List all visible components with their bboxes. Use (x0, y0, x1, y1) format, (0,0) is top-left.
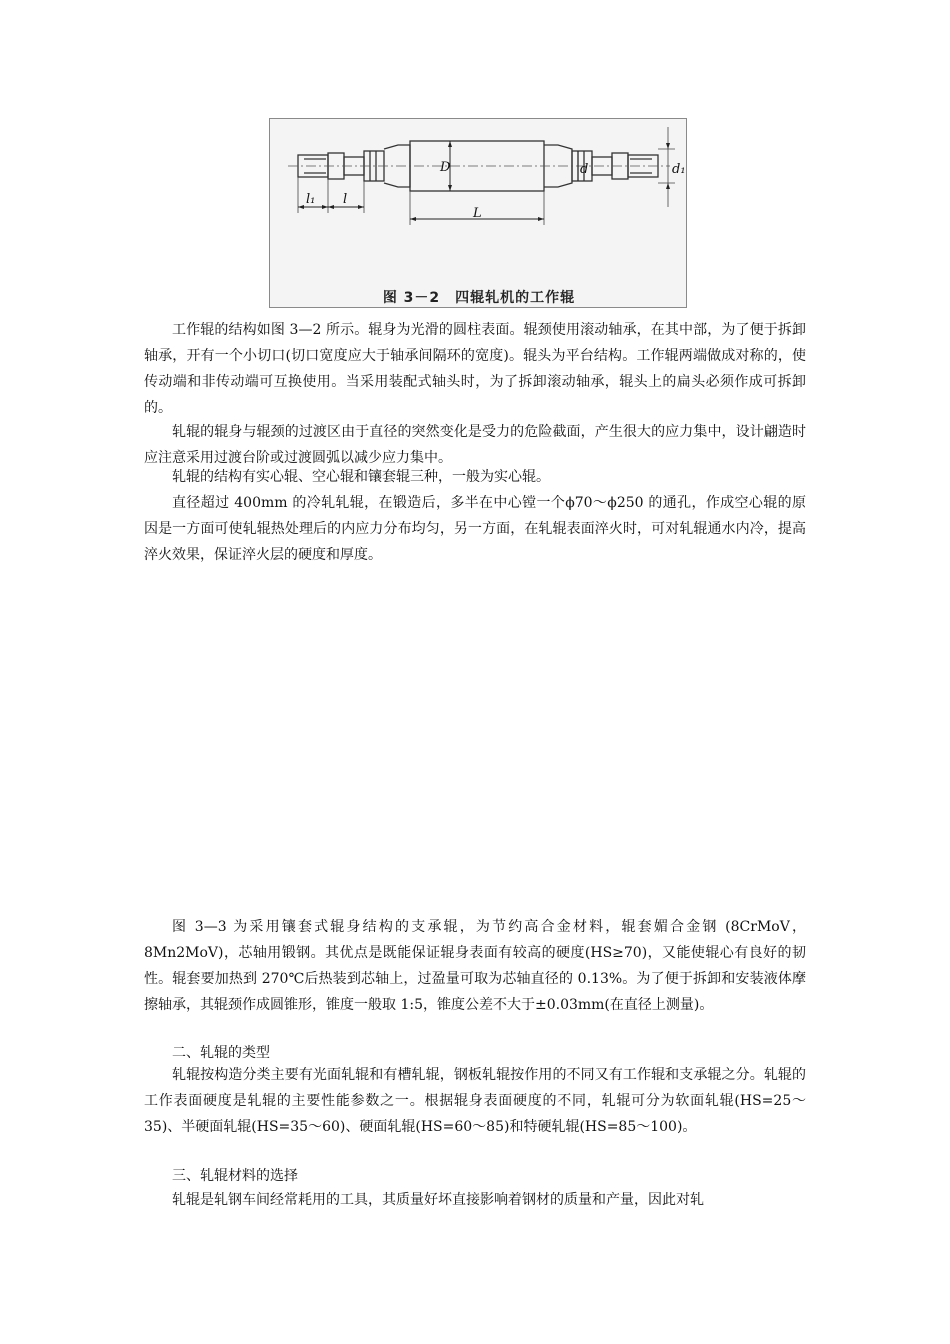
paragraph-work-roll-structure: 工作辊的结构如图 3—2 所示。辊身为光滑的圆柱表面。辊颈使用滚动轴承，在其中部，为了便于拆卸轴承，开有一个小切口(切口宽度应大于轴承间隔环的宽度)。辊头为平台结构。工作辊两端做成对称的，使传动端和非传动端可互换使用。当采用装配式轴头时，为了拆卸滚动轴承，辊头上的扁头必须作成可拆卸的。 (144, 322, 806, 416)
label-d: d (580, 162, 589, 177)
paragraph-roll-types-structure: 轧辊的结构有实心辊、空心辊和镶套辊三种，一般为实心辊。 (172, 469, 550, 485)
section-heading-roll-types: 二、轧辊的类型 (172, 1045, 270, 1061)
label-L: L (473, 206, 482, 221)
figure-caption: 图 3－2 四辊轧机的工作辊 (382, 290, 576, 306)
paragraph-roll-classification: 轧辊按构造分类主要有光面轧辊和有槽轧辊，钢板轧辊按作用的不同又有工作辊和支承辊之分。轧辊的工作表面硬度是轧辊的主要性能参数之一。根据辊身表面硬度的不同，轧辊可分为软面轧辊(HS=25～35)、半硬面轧辊(HS=35～60)、硬面轧辊(HS=60～85)和特硬轧辊(HS=85～100)。 (144, 1067, 806, 1135)
paragraph-sleeved-backup-roll: 图 3—3 为采用镶套式辊身结构的支承辊，为节约高合金材料，辊套媚合金钢 (8CrMoV，8Mn2MoV)，芯轴用锻钢。其优点是既能保证辊身表面有较高的硬度(HS≥70)，又能使辊心有良好的韧性。辊套要加热到 270℃后热装到芯轴上，过盈量可取为芯轴直径的 0.13%。为了便于拆卸和安装液体摩擦轴承，其辊颈作成圆锥形，锥度一般取 1:5，锥度公差不大于±0.03mm(在直径上测量)。 (144, 919, 806, 1013)
label-D: D (440, 160, 451, 175)
section-heading-roll-material: 三、轧辊材料的选择 (172, 1168, 298, 1184)
label-l: l (343, 192, 348, 207)
paragraph-transition-zone: 轧辊的辊身与辊颈的过渡区由于直径的突然变化是受力的危险截面，产生很大的应力集中，设计翩造时应注意采用过渡台阶或过渡圆弧以减少应力集中。 (144, 424, 806, 466)
work-roll-figure (269, 118, 687, 308)
paragraph-hollow-roll: 直径超过 400mm 的冷轧轧辊，在锻造后，多半在中心镗一个ϕ70～ϕ250 的通孔，作成空心辊的原因是一方面可使轧辊热处理后的内应力分布均匀，另一方面，在轧辊表面淬火时，可对轧辊通水内冷，提高淬火效果，保证淬火层的硬度和厚度。 (144, 495, 806, 563)
label-l1: l₁ (306, 192, 316, 207)
paragraph-roll-material: 轧辊是轧钢车间经常耗用的工具，其质量好坏直接影响着钢材的质量和产量，因此对轧 (172, 1192, 704, 1208)
label-d1: d₁ (672, 162, 686, 177)
work-roll-drawing (270, 119, 688, 287)
